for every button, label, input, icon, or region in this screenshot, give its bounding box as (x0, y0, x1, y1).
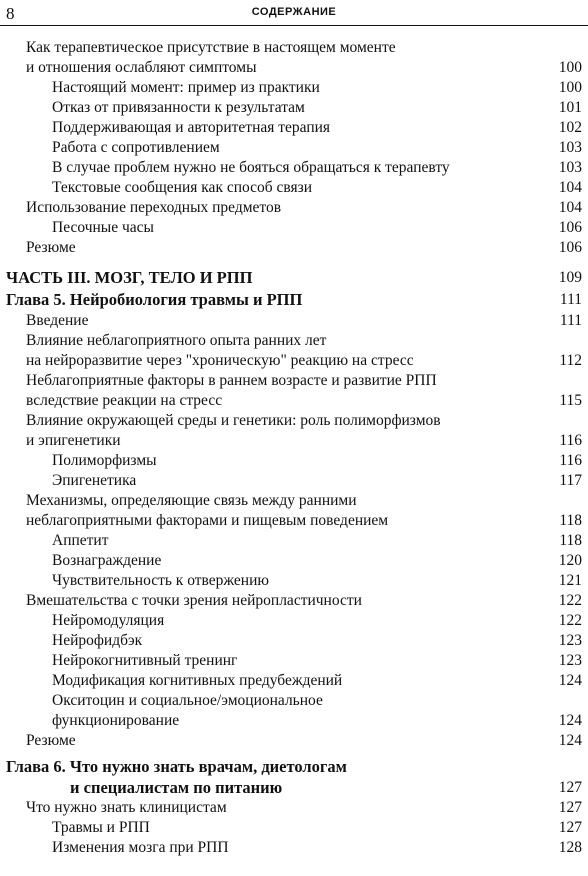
toc-entry-page: 118 (559, 512, 582, 529)
toc-entry-title: Песочные часы (52, 219, 154, 236)
toc-entry-page: 104 (558, 179, 582, 196)
toc-entry (0, 798, 588, 818)
toc-entry-title: Вознаграждение (52, 552, 162, 569)
toc-entry-title: Как терапевтическое присутствие в настоящем моменте и отношения ослабляют симптомы (26, 39, 396, 76)
toc-entry-page: 112 (559, 352, 582, 369)
toc-entry-page: 124 (558, 732, 582, 749)
toc-entry-page: 101 (558, 99, 582, 116)
toc-entry-title: Введение (26, 312, 89, 329)
toc-entry (0, 731, 588, 751)
toc-entry-page: 116 (559, 452, 582, 469)
toc-entry (0, 591, 588, 611)
toc-entry (0, 611, 588, 631)
toc-entry (0, 471, 588, 491)
table-of-contents (0, 38, 588, 858)
toc-entry-page: 103 (558, 139, 582, 156)
toc-entry-page: 121 (558, 572, 582, 589)
toc-entry-title: Травмы и РПП (52, 819, 150, 836)
toc-entry (0, 671, 588, 691)
toc-entry-title (0, 756, 540, 798)
toc-entry-page: 115 (559, 392, 582, 409)
toc-entry-page: 118 (559, 532, 582, 549)
toc-entry (0, 158, 588, 178)
toc-entry-page: 124 (558, 672, 582, 689)
toc-entry-title: Отказ от привязанности к результатам (52, 99, 305, 116)
running-header: СОДЕРЖАНИЕ (251, 6, 337, 18)
toc-entry (0, 178, 588, 198)
toc-entry-page: 111 (559, 291, 582, 308)
toc-entry-page: 123 (558, 632, 582, 649)
toc-entry-title: Использование переходных предметов (26, 199, 282, 216)
toc-entry (0, 118, 588, 138)
toc-entry-page: 100 (558, 79, 582, 96)
toc-entry-page: 123 (558, 652, 582, 669)
toc-entry-title: Поддерживающая и авторитетная терапия (52, 119, 331, 136)
toc-chapter-entry (0, 289, 588, 311)
toc-entry (0, 451, 588, 471)
toc-entry-page: 127 (558, 819, 582, 836)
toc-entry (0, 238, 588, 258)
toc-entry-title: Нейрофидбэк (52, 632, 143, 649)
toc-entry-title: Вмешательства с точки зрения нейропластичности (26, 592, 362, 609)
toc-entry-title: Неблагоприятные факторы в раннем возрасте и развитие РПП вследствие реакции на стресс (26, 372, 437, 409)
toc-entry (0, 818, 588, 838)
toc-entry (0, 78, 588, 98)
toc-entry (0, 198, 588, 218)
toc-entry-title: Чувствительность к отвержению (52, 572, 269, 589)
toc-entry-page: 120 (558, 552, 582, 569)
toc-entry-title: Что нужно знать клиницистам (26, 799, 227, 816)
toc-entry-page: 122 (558, 592, 582, 609)
toc-entry-page: 127 (558, 799, 582, 816)
toc-entry-title: Окситоцин и социальное/эмоциональное функционирование (52, 692, 323, 729)
toc-entry-title: Глава 5. Нейробиология травмы и РПП (6, 290, 303, 309)
toc-entry-title: Аппетит (52, 532, 109, 549)
toc-entry-title: Изменения мозга при РПП (52, 839, 229, 856)
toc-entry (0, 838, 588, 858)
toc-entry-title: Влияние окружающей среды и генетики: роль полиморфизмов и эпигенетики (26, 412, 441, 449)
toc-entry-title: Резюме (26, 732, 76, 749)
toc-entry-title: Модификация когнитивных предубеждений (52, 672, 343, 689)
toc-entry (0, 371, 588, 411)
toc-entry-page: 104 (558, 199, 582, 216)
toc-entry-title: Эпигенетика (52, 472, 137, 489)
toc-entry-title: Нейрокогнитивный тренинг (52, 652, 238, 669)
toc-entry-title: Резюме (26, 239, 76, 256)
toc-entry-page: 106 (558, 239, 582, 256)
toc-entry (0, 631, 588, 651)
toc-entry-title-line2: и специалистам по питанию (70, 778, 283, 797)
toc-entry (0, 531, 588, 551)
toc-entry-title: Работа с сопротивлением (52, 139, 220, 156)
toc-entry-title: Механизмы, определяющие связь между ранними неблагоприятными факторами и пищевым поведением (26, 492, 389, 529)
toc-entry-title-line1: Глава 6. Что нужно знать врачам, диетологам (6, 757, 347, 776)
toc-entry-title: Настоящий момент: пример из практики (52, 79, 320, 96)
toc-entry-page: 116 (559, 432, 582, 449)
toc-entry (0, 311, 588, 331)
toc-entry-title: Текстовые сообщения как способ связи (52, 179, 313, 196)
toc-entry (0, 651, 588, 671)
toc-entry-page: 128 (558, 839, 582, 856)
toc-entry-page: 124 (558, 712, 582, 729)
toc-entry-title: Влияние неблагоприятного опыта ранних лет на нейроразвитие через "хроническую" реакцию на стресс (26, 332, 414, 369)
toc-entry-page: 102 (558, 119, 582, 136)
toc-entry (0, 571, 588, 591)
toc-entry-title: Полиморфизмы (52, 452, 157, 469)
toc-entry-page: 109 (558, 269, 582, 286)
toc-entry (0, 491, 588, 531)
toc-entry-page: 122 (558, 612, 582, 629)
toc-entry-title: ЧАСТЬ III. МОЗГ, ТЕЛО И РПП (6, 268, 253, 287)
page-number: 8 (6, 4, 15, 23)
toc-entry-page: 103 (558, 159, 582, 176)
toc-part-entry (0, 267, 588, 289)
toc-entry-page: 111 (559, 312, 582, 329)
toc-entry-title: В случае проблем нужно не бояться обращаться к терапевту (52, 159, 450, 176)
toc-entry (0, 38, 588, 78)
toc-entry-page: 106 (558, 219, 582, 236)
toc-entry (0, 138, 588, 158)
toc-entry (0, 411, 588, 451)
toc-entry-page: 127 (558, 779, 582, 796)
toc-entry-page: 117 (559, 472, 582, 489)
toc-entry (0, 691, 588, 731)
header-rule (0, 25, 588, 26)
toc-entry-title: Нейромодуляция (52, 612, 165, 629)
toc-entry (0, 218, 588, 238)
toc-entry (0, 98, 588, 118)
toc-entry (0, 551, 588, 571)
toc-entry-page: 100 (558, 59, 582, 76)
toc-chapter-entry (0, 756, 588, 798)
toc-entry (0, 331, 588, 371)
